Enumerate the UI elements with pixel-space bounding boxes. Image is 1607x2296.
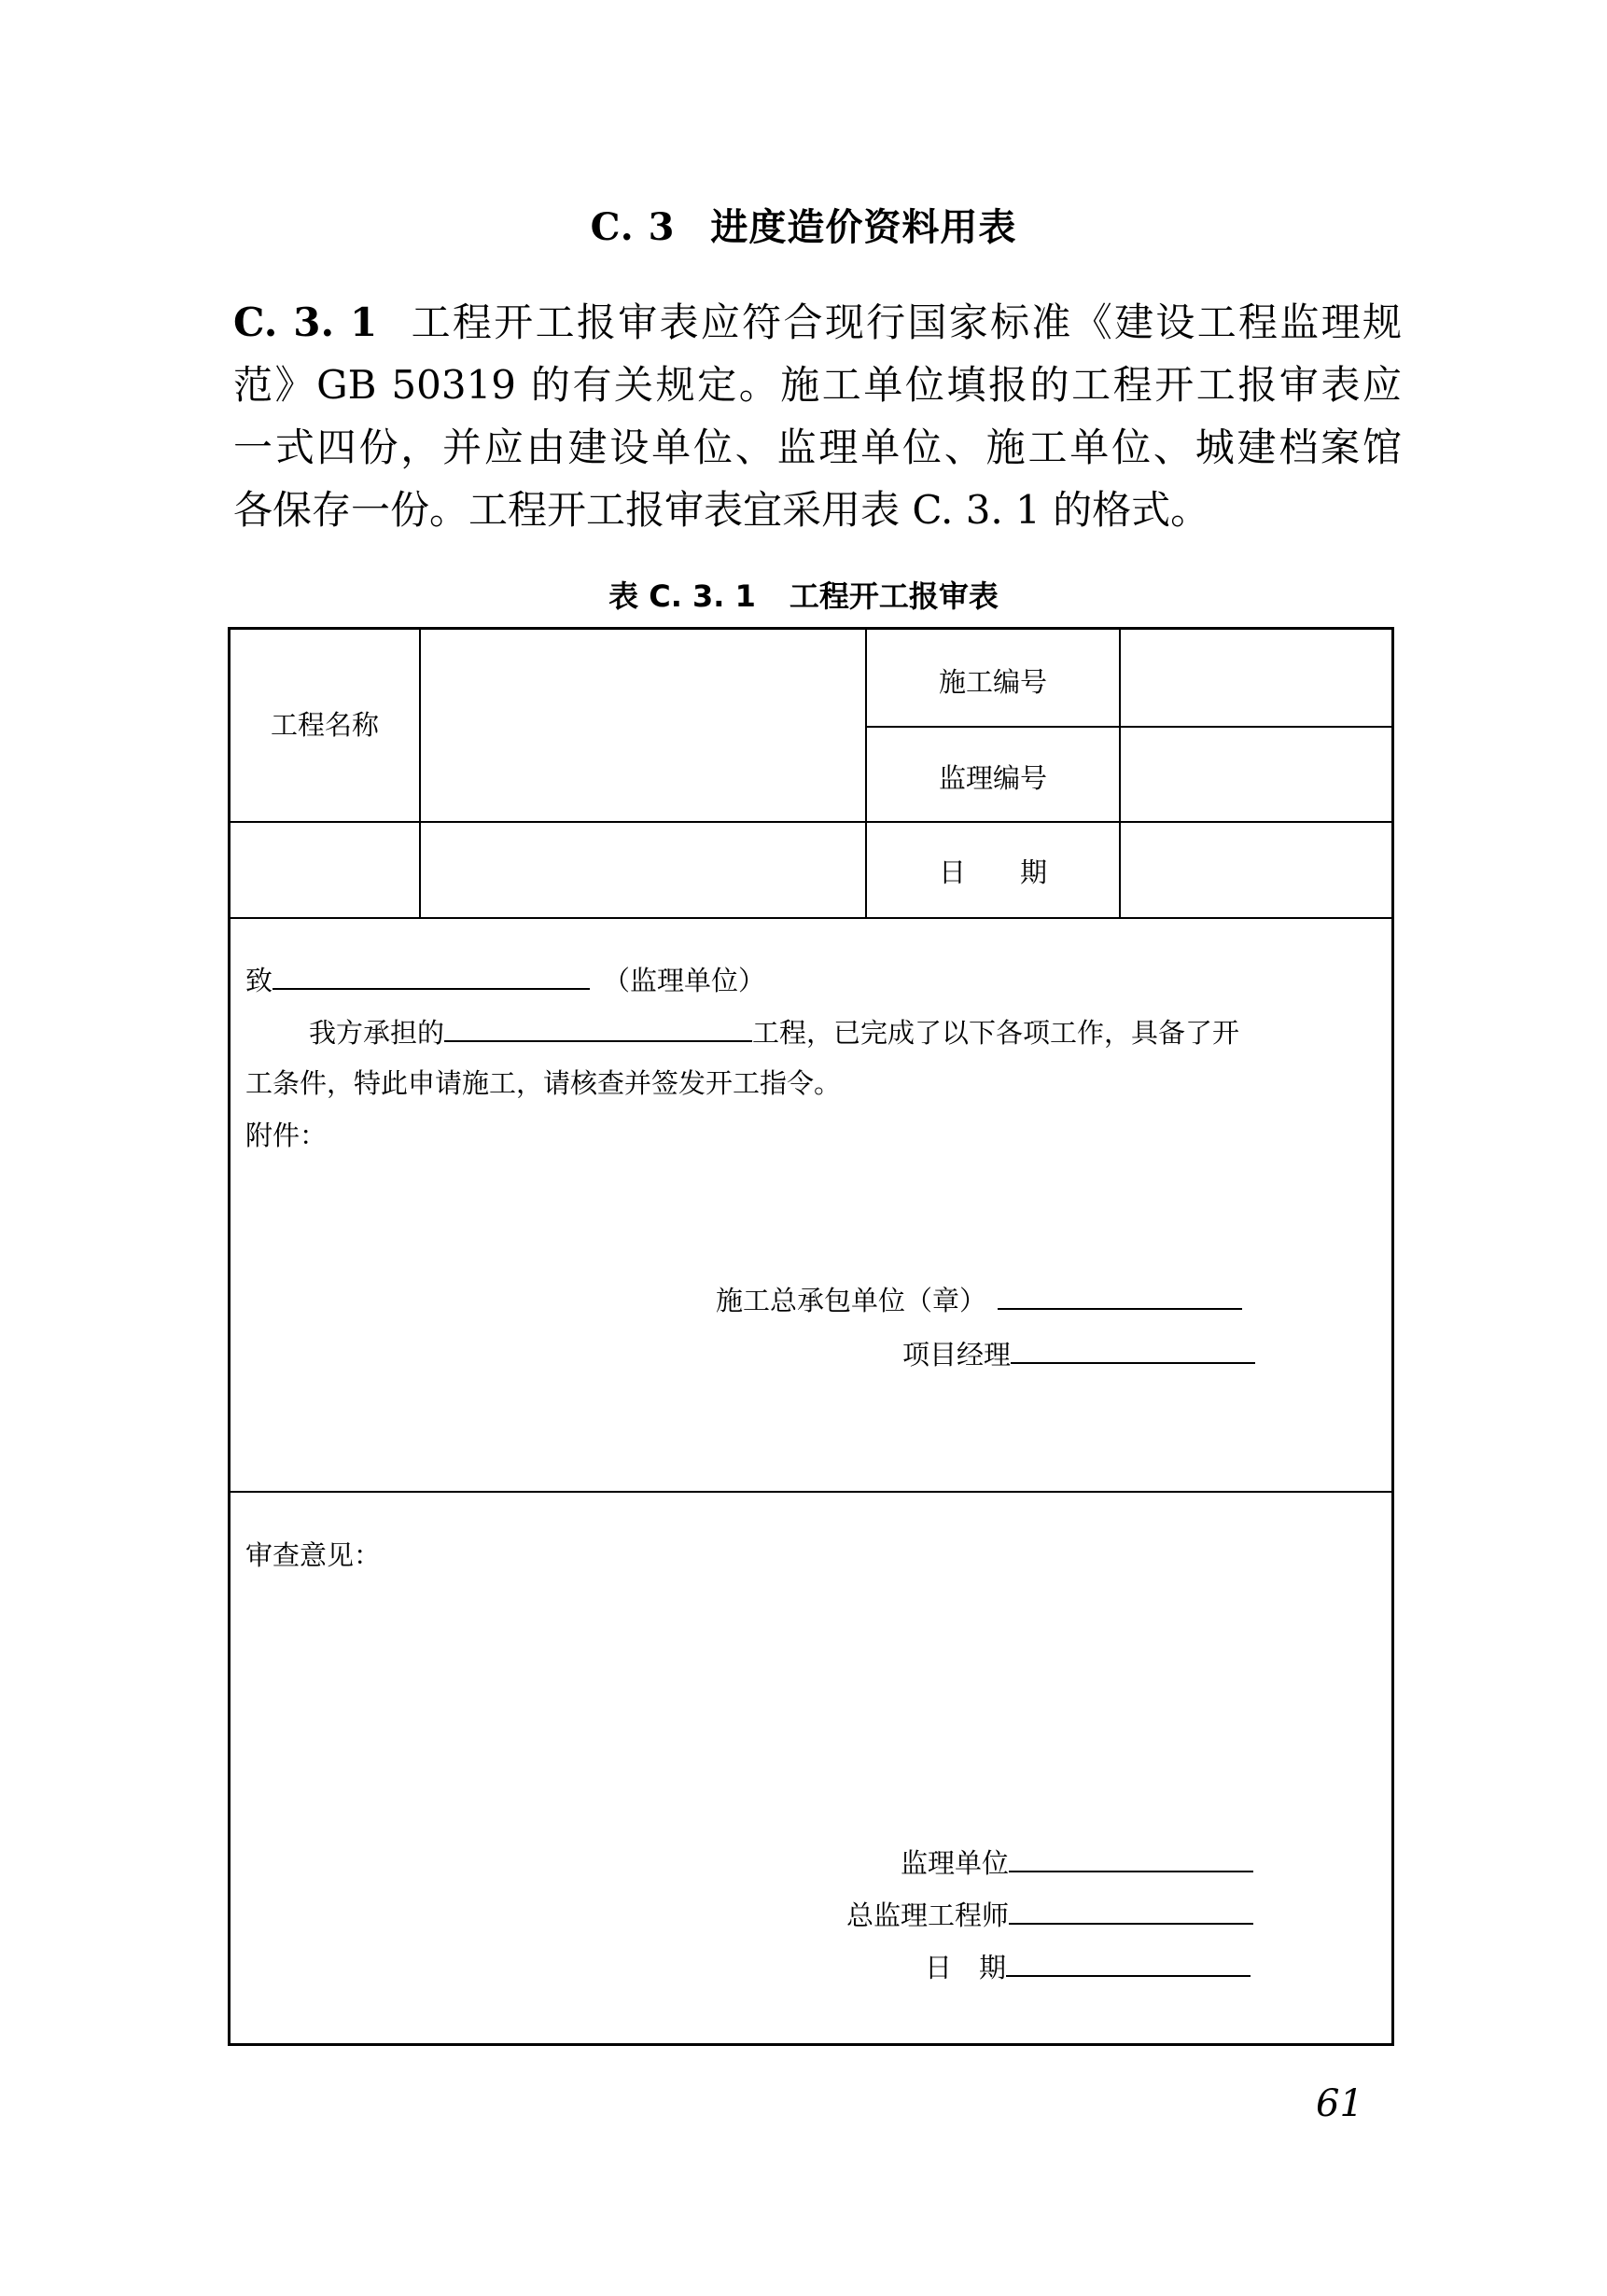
construction-no-value[interactable] (1121, 630, 1394, 726)
table-title: 工程开工报审表 (789, 578, 999, 614)
chief-engineer-blank[interactable] (1009, 1922, 1253, 1925)
project-name-label: 工程名称 (270, 709, 379, 741)
chief-engineer-line: 总监理工程师 (846, 1895, 1253, 1933)
project-name-value[interactable] (420, 630, 864, 821)
page-number: 61 (1316, 2082, 1363, 2125)
clause-paragraph (233, 291, 1402, 541)
section-divider (231, 1491, 1394, 1493)
review-date-blank[interactable] (1006, 1974, 1251, 1977)
project-blank[interactable] (444, 1039, 752, 1042)
date-value[interactable] (1121, 823, 1394, 917)
clause-number: C. 3. 1 (233, 299, 378, 345)
attachment-label: 附件： (245, 1120, 328, 1151)
body-line-2: 工条件，特此申请施工，请核查并签发开工指令。 (245, 1067, 842, 1099)
header-bottom-divider (231, 917, 1394, 919)
body-line-1: 我方承担的 工程，已完成了以下各项工作，具备了开 (309, 1017, 1240, 1049)
clause-line-1: C. 3. 1 工程开工报审表应符合现行国家标准《建设工程监理规 (233, 299, 1402, 345)
table-number: 表 C. 3. 1 (608, 578, 756, 614)
review-date-line: 日 期 (925, 1947, 1251, 1985)
clause-line-2: 范》GB 50319 的有关规定。施工单位填报的工程开工报审表应 (233, 362, 1402, 408)
supervision-no-value[interactable] (1121, 728, 1394, 821)
addressee-line: 致 （监理单位） (245, 965, 766, 996)
date-label: 日 期 (938, 856, 1047, 888)
addressee-blank[interactable] (272, 987, 590, 990)
supervisor-unit-line: 监理单位 (901, 1843, 1253, 1881)
contractor-signature-line: 施工总承包单位（章） (716, 1280, 1242, 1318)
section-number: C. 3 (590, 205, 676, 249)
section-title: 进度造价资料用表 (710, 206, 1017, 249)
clause-line-4: 各保存一份。工程开工报审表宜采用表 C. 3. 1 的格式。 (233, 487, 1210, 533)
contractor-blank[interactable] (998, 1307, 1242, 1310)
table-caption (0, 573, 1607, 616)
supervision-no-label: 监理编号 (938, 762, 1047, 794)
review-label: 审查意见： (245, 1539, 382, 1571)
pm-signature-line: 项目经理 (902, 1334, 1255, 1372)
construction-no-label: 施工编号 (938, 666, 1047, 698)
clause-line-3: 一式四份，并应由建设单位、监理单位、施工单位、城建档案馆 (233, 424, 1402, 470)
section-heading (0, 198, 1607, 251)
pm-blank[interactable] (1011, 1361, 1255, 1364)
application-form-table (228, 627, 1394, 2046)
supervisor-unit-blank[interactable] (1009, 1870, 1253, 1872)
